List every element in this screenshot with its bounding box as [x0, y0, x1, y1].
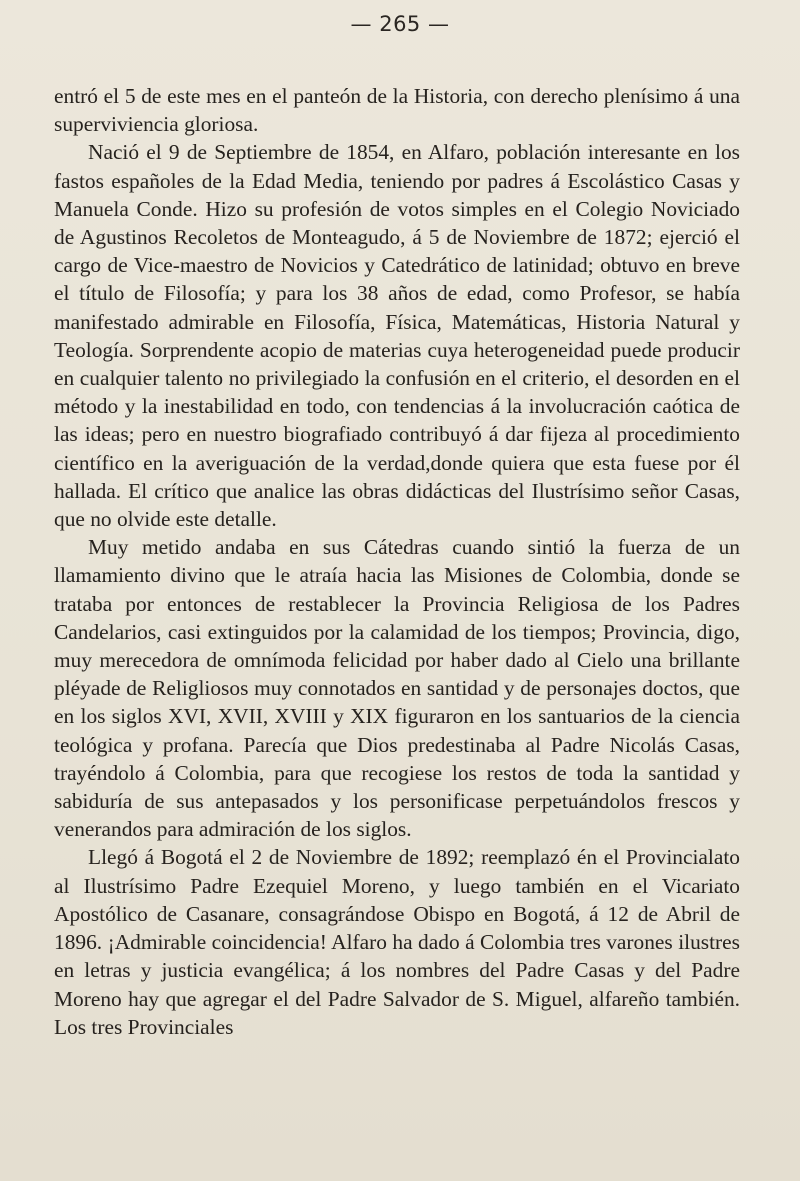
body-text [54, 82, 740, 1041]
paragraph-1: entró el 5 de este mes en el panteón de la Historia, con derecho plenísimo á una superviviencia gloriosa. [54, 84, 740, 137]
paragraph-3: Muy metido andaba en sus Cátedras cuando sintió la fuerza de un llamamiento divino que le atraía hacia las Misiones de Colombia, donde se trataba por entonces de restablecer la Provincia Religiosa de los Padres Candelarios, casi extinguidos por la calamidad de los tiempos; Provincia, digo, muy merecedora de omnímoda felicidad por haber dado al Cielo una brillante pléyade de Religliosos muy connotados en santidad y de personajes doctos, que en los siglos XVI, XVII, XVIII y XIX figuraron en los santuarios de la ciencia teológica y profana. Parecía que Dios predestinaba al Padre Nicolás Casas, trayéndolo á Colombia, para que recogiese los restos de toda la santidad y sabiduría de sus antepasados y los personificase perpetuándolos frescos y venerandos para admiración de los siglos. [54, 535, 740, 842]
paragraph-2: Nació el 9 de Septiembre de 1854, en Alfaro, población interesante en los fastos españoles de la Edad Media, teniendo por padres á Escolástico Casas y Manuela Conde. Hizo su profesión de votos simples en el Colegio Noviciado de Agustinos Recoletos de Monteagudo, á 5 de Noviembre de 1872; ejerció el cargo de Vice-maestro de Novicios y Catedrático de latinidad; obtuvo en breve el título de Filosofía; y para los 38 años de edad, como Profesor, se había manifestado admirable en Filosofía, Física, Matemáticas, Historia Natural y Teología. Sorprendente acopio de materias cuya heterogeneidad puede producir en cualquier talento no privilegiado la confusión en el criterio, el desorden en el método y la inestabilidad en todo, con tendencias á la involucración caótica de las ideas; pero en nuestro biografiado contribuyó á dar fijeza al procedimiento científico en la averiguación de la verdad,donde quiera que esta fuese por él hallada. El crítico que analice las obras didácticas del Ilustrísimo señor Casas, que no olvide este detalle. [54, 140, 740, 532]
paragraph-4: Llegó á Bogotá el 2 de Noviembre de 1892; reemplazó én el Provincialato al Ilustrísimo Padre Ezequiel Moreno, y luego también en el Vicariato Apostólico de Casanare, consagrándose Obispo en Bogotá, á 12 de Abril de 1896. ¡Admirable coincidencia! Alfaro ha dado á Colombia tres varones ilustres en letras y justicia evangélica; á los nombres del Padre Casas y del Padre Moreno hay que agregar el del Padre Salvador de S. Miguel, alfareño también. Los tres Provinciales [54, 845, 740, 1039]
page-number: — 265 — [350, 12, 450, 36]
